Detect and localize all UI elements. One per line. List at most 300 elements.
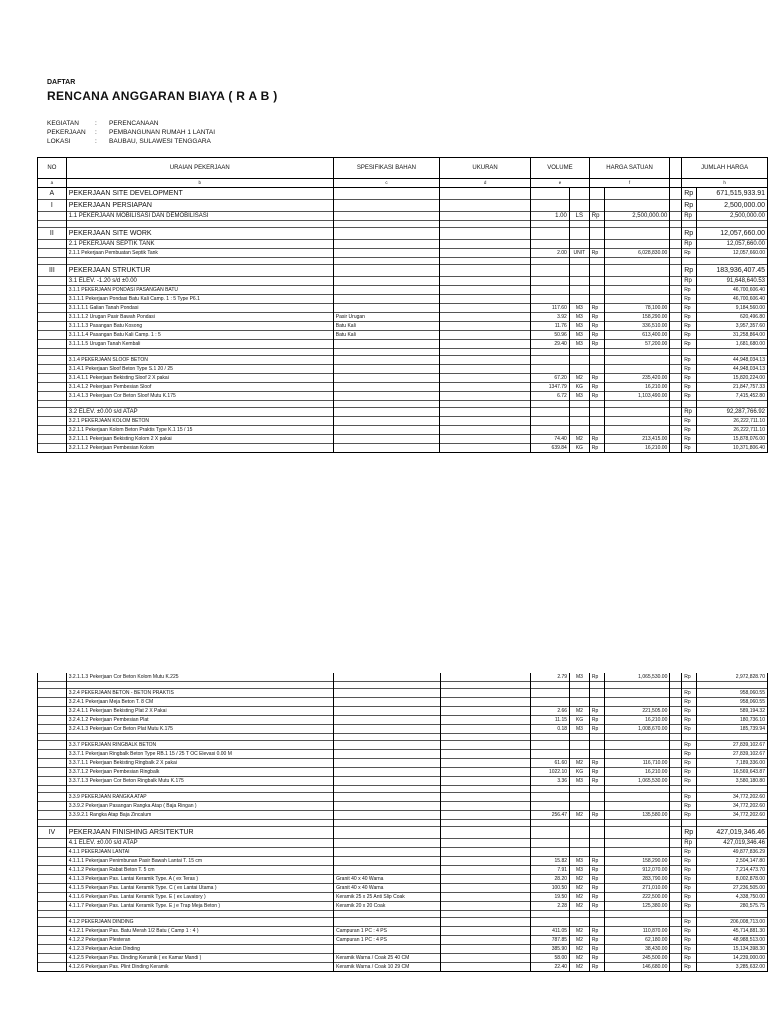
cell-uraian: 4.1.2 PEKERJAAN DINDING — [66, 918, 333, 927]
cell-no — [38, 304, 67, 313]
cell-no — [38, 893, 67, 902]
cell-uraian: 4.1.2.6 Pekerjaan Pas. Plint Dinding Keramik — [66, 963, 333, 972]
cell-ukuran — [440, 392, 531, 401]
cell-spesifikasi — [334, 857, 441, 866]
cell-spesifikasi — [334, 820, 441, 827]
cell-spesifikasi — [333, 286, 439, 295]
cell-no — [38, 240, 67, 249]
cell-volume — [531, 277, 570, 286]
cell-uraian: 4.1.1.3 Pekerjaan Pas. Lantai Keramik Type. A ( ex Teras ) — [66, 875, 333, 884]
cell-gap — [670, 802, 682, 811]
cell-volume — [531, 365, 570, 374]
cell-gap — [670, 741, 682, 750]
cell-harga-satuan — [604, 221, 670, 228]
cell-jumlah-harga — [697, 786, 768, 793]
table-row — [38, 918, 768, 927]
col-header-gap — [670, 158, 682, 179]
cell-gap — [670, 200, 682, 212]
cell-satuan: M3 — [569, 304, 589, 313]
cell-gap — [670, 827, 682, 839]
cell-gap — [670, 392, 682, 401]
cell-satuan — [570, 793, 590, 802]
cell-rp — [589, 349, 604, 356]
cell-satuan: M3 — [569, 331, 589, 340]
cell-uraian: PEKERJAAN PERSIAPAN — [66, 200, 333, 212]
cell-harga-satuan: 221,505.00 — [604, 707, 670, 716]
cell-gap — [670, 313, 682, 322]
cell-satuan: M3 — [569, 392, 589, 401]
cell-jumlah-harga: 958,060.55 — [697, 689, 768, 698]
cell-satuan: KG — [570, 768, 590, 777]
cell-volume: 29.40 — [531, 340, 570, 349]
cell-volume — [531, 786, 570, 793]
cell-rp — [589, 365, 604, 374]
cell-uraian — [66, 682, 333, 689]
cell-harga-satuan — [604, 258, 670, 265]
cell-harga-satuan — [604, 401, 670, 408]
cell-jumlah-harga — [697, 911, 768, 918]
table-row — [38, 228, 768, 240]
cell-uraian — [66, 401, 333, 408]
cell-volume: 3.36 — [531, 777, 570, 786]
cell-harga-satuan: 16,210.00 — [604, 383, 670, 392]
table-row — [38, 839, 768, 848]
cell-rp: Rp — [682, 857, 697, 866]
cell-no — [38, 673, 67, 682]
cell-jumlah-harga: 2,972,828.70 — [697, 673, 768, 682]
cell-spesifikasi — [333, 277, 439, 286]
cell-uraian: 4.1 ELEV. ±0.00 s/d ATAP — [66, 839, 333, 848]
cell-uraian: 3.1.1.1.1 Galian Tanah Pondasi — [66, 304, 333, 313]
cell-spesifikasi: Batu Kali — [333, 322, 439, 331]
cell-ukuran — [440, 811, 531, 820]
cell-gap — [670, 383, 682, 392]
cell-rp — [589, 750, 604, 759]
cell-ukuran — [440, 374, 531, 383]
cell-no — [38, 221, 67, 228]
cell-rp — [682, 401, 697, 408]
cell-jumlah-harga: 48,988,513.00 — [697, 936, 768, 945]
cell-no — [38, 356, 67, 365]
cell-ukuran — [440, 383, 531, 392]
cell-ukuran — [440, 927, 531, 936]
cell-jumlah-harga: 27,839,102.67 — [697, 741, 768, 750]
cell-rp — [589, 286, 604, 295]
cell-rp — [589, 734, 604, 741]
cell-satuan — [569, 356, 589, 365]
cell-gap — [670, 768, 682, 777]
cell-gap — [670, 875, 682, 884]
cell-harga-satuan — [604, 741, 670, 750]
cell-satuan: KG — [569, 383, 589, 392]
cell-spesifikasi — [333, 392, 439, 401]
cell-spesifikasi: Keramik Warna / Coak 10 29 CM — [334, 963, 441, 972]
table-row — [38, 866, 768, 875]
cell-satuan: M2 — [569, 435, 589, 444]
cell-satuan — [570, 698, 590, 707]
cell-spesifikasi — [333, 356, 439, 365]
cell-no — [38, 682, 67, 689]
cell-jumlah-harga: 8,002,878.00 — [697, 875, 768, 884]
cell-spesifikasi — [334, 768, 441, 777]
cell-volume — [531, 417, 570, 426]
cell-rp — [589, 426, 604, 435]
table-row — [38, 768, 768, 777]
cell-spesifikasi — [334, 750, 441, 759]
cell-jumlah-harga — [697, 734, 768, 741]
cell-rp: Rp — [682, 383, 697, 392]
cell-ukuran — [440, 444, 531, 453]
cell-volume — [531, 689, 570, 698]
cell-spesifikasi — [333, 200, 439, 212]
cell-gap — [670, 707, 682, 716]
cell-volume — [531, 228, 570, 240]
cell-uraian: 4.1.1.7 Pekerjaan Pas. Lantai Keramik Type. E j e Trap Meja Beton ) — [66, 902, 333, 911]
cell-gap — [670, 417, 682, 426]
cell-uraian: 4.1.2.1 Pekerjaan Pas. Batu Merah 1/2 Batu ( Camp 1 : 4 ) — [66, 927, 333, 936]
table-row — [38, 340, 768, 349]
cell-no — [38, 725, 67, 734]
cell-uraian — [66, 786, 333, 793]
cell-gap — [670, 221, 682, 228]
cell-rp: Rp — [682, 240, 697, 249]
cell-spesifikasi — [333, 426, 439, 435]
cell-ukuran — [440, 356, 531, 365]
cell-rp: Rp — [682, 893, 697, 902]
cell-volume — [531, 682, 570, 689]
cell-jumlah-harga: 206,008,713.00 — [697, 918, 768, 927]
cell-satuan — [570, 839, 590, 848]
cell-volume: 15.82 — [531, 857, 570, 866]
cell-rp: Rp — [682, 741, 697, 750]
cell-ukuran — [440, 802, 531, 811]
cell-satuan — [570, 848, 590, 857]
cell-ukuran — [440, 945, 531, 954]
cell-gap — [670, 673, 682, 682]
cell-volume — [531, 734, 570, 741]
cell-harga-satuan: 135,580.00 — [604, 811, 670, 820]
cell-spesifikasi — [333, 417, 439, 426]
cell-rp: Rp — [682, 954, 697, 963]
cell-spesifikasi — [334, 741, 441, 750]
cell-harga-satuan: 613,400.00 — [604, 331, 670, 340]
cell-spesifikasi — [333, 304, 439, 313]
cell-rp: Rp — [589, 313, 604, 322]
cell-rp — [589, 820, 604, 827]
cell-ukuran — [440, 827, 531, 839]
cell-volume — [531, 188, 570, 200]
cell-uraian: 3.3.7.1.3 Pekerjaan Cor Beton Ringbalk Mutu K.175 — [66, 777, 333, 786]
cell-no — [38, 435, 67, 444]
cell-gap — [670, 689, 682, 698]
cell-satuan — [569, 408, 589, 417]
cell-no — [38, 786, 67, 793]
spacer-row — [38, 221, 768, 228]
cell-ukuran — [440, 963, 531, 972]
cell-harga-satuan — [604, 820, 670, 827]
cell-uraian: 3.3.9.2 Pekerjaan Pasangan Rangka Atap ( Baja Ringan ) — [66, 802, 333, 811]
cell-no — [38, 258, 67, 265]
cell-ukuran — [440, 228, 531, 240]
table-row — [38, 827, 768, 839]
cell-harga-satuan — [604, 682, 670, 689]
meta-lokasi — [47, 137, 347, 146]
cell-spesifikasi — [333, 383, 439, 392]
cell-rp: Rp — [682, 945, 697, 954]
cell-uraian: 3.1.4.1 Pekerjaan Sloof Beton Type S.1 20 / 25 — [66, 365, 333, 374]
cell-ukuran — [440, 689, 531, 698]
cell-jumlah-harga: 183,936,407.45 — [697, 265, 768, 277]
cell-jumlah-harga: 15,878,076.00 — [697, 435, 768, 444]
meta-key: KEGIATAN — [47, 120, 79, 127]
cell-no — [38, 927, 67, 936]
cell-spesifikasi: Batu Kali — [333, 331, 439, 340]
cell-harga-satuan — [604, 240, 670, 249]
col-header-uraian: URAIAN PEKERJAAN — [66, 158, 333, 179]
cell-rp: Rp — [682, 188, 697, 200]
cell-ukuran — [440, 265, 531, 277]
table-row — [38, 811, 768, 820]
cell-volume — [531, 349, 570, 356]
cell-harga-satuan: 283,790.00 — [604, 875, 670, 884]
spacer-row — [38, 820, 768, 827]
cell-rp: Rp — [589, 902, 604, 911]
cell-no — [38, 918, 67, 927]
cell-volume: 67.20 — [531, 374, 570, 383]
cell-rp — [589, 401, 604, 408]
cell-ukuran — [440, 820, 531, 827]
cell-rp: Rp — [682, 707, 697, 716]
cell-no — [38, 811, 67, 820]
table-row — [38, 963, 768, 972]
cell-satuan — [569, 295, 589, 304]
cell-spesifikasi — [333, 349, 439, 356]
cell-satuan — [569, 426, 589, 435]
cell-ukuran — [440, 741, 531, 750]
table-row — [38, 435, 768, 444]
table-row — [38, 286, 768, 295]
cell-rp: Rp — [589, 673, 604, 682]
cell-rp — [589, 848, 604, 857]
table-row — [38, 884, 768, 893]
cell-rp: Rp — [682, 759, 697, 768]
cell-spesifikasi — [334, 827, 441, 839]
cell-rp: Rp — [589, 374, 604, 383]
cell-ukuran — [440, 365, 531, 374]
cell-volume: 11.76 — [531, 322, 570, 331]
col-letter: f — [589, 179, 670, 188]
table-row — [38, 945, 768, 954]
cell-no — [38, 365, 67, 374]
cell-jumlah-harga: 7,189,336.00 — [697, 759, 768, 768]
cell-rp — [682, 911, 697, 918]
cell-jumlah-harga: 26,222,711.10 — [697, 426, 768, 435]
cell-rp: Rp — [589, 707, 604, 716]
table-row — [38, 426, 768, 435]
cell-no — [38, 349, 67, 356]
cell-satuan — [569, 286, 589, 295]
cell-satuan — [569, 365, 589, 374]
cell-spesifikasi — [334, 918, 441, 927]
cell-gap — [670, 322, 682, 331]
table-row — [38, 954, 768, 963]
cell-rp: Rp — [682, 936, 697, 945]
cell-harga-satuan: 912,070.00 — [604, 866, 670, 875]
cell-jumlah-harga: 620,496.80 — [697, 313, 768, 322]
cell-uraian: 2.1.1 Pekerjaan Pembuatan Septik Tank — [66, 249, 333, 258]
cell-satuan: M2 — [570, 954, 590, 963]
cell-ukuran — [440, 786, 531, 793]
cell-volume: 58.00 — [531, 954, 570, 963]
cell-gap — [670, 277, 682, 286]
cell-volume — [531, 750, 570, 759]
cell-ukuran — [440, 212, 531, 221]
cell-rp: Rp — [682, 435, 697, 444]
cell-harga-satuan: 110,870.00 — [604, 927, 670, 936]
cell-no — [38, 793, 67, 802]
table-row — [38, 793, 768, 802]
cell-uraian: PEKERJAAN SITE DEVELOPMENT — [66, 188, 333, 200]
cell-spesifikasi — [334, 673, 441, 682]
cell-gap — [670, 963, 682, 972]
cell-uraian: 4.1.2.3 Pekerjaan Acian Dinding — [66, 945, 333, 954]
cell-ukuran — [440, 200, 531, 212]
cell-no: III — [38, 265, 67, 277]
cell-rp: Rp — [589, 304, 604, 313]
cell-harga-satuan — [604, 417, 670, 426]
cell-rp: Rp — [589, 249, 604, 258]
cell-harga-satuan: 16,210.00 — [604, 444, 670, 453]
cell-volume: 117.60 — [531, 304, 570, 313]
spacer-row — [38, 349, 768, 356]
cell-uraian: 3.2.1.1.1 Pekerjaan Bekisting Kolom 2 X pakai — [66, 435, 333, 444]
cell-gap — [670, 444, 682, 453]
table-row — [38, 265, 768, 277]
cell-gap — [670, 839, 682, 848]
cell-jumlah-harga: 7,415,452.80 — [697, 392, 768, 401]
cell-rp: Rp — [682, 374, 697, 383]
table-row — [38, 936, 768, 945]
cell-harga-satuan — [604, 286, 670, 295]
cell-spesifikasi — [333, 408, 439, 417]
cell-satuan: M2 — [569, 374, 589, 383]
cell-uraian — [66, 820, 333, 827]
cell-volume: 411.05 — [531, 927, 570, 936]
cell-rp: Rp — [682, 265, 697, 277]
cell-rp: Rp — [682, 827, 697, 839]
cell-spesifikasi — [334, 848, 441, 857]
cell-rp — [589, 295, 604, 304]
cell-satuan — [569, 265, 589, 277]
col-letter: b — [66, 179, 333, 188]
cell-spesifikasi — [334, 716, 441, 725]
cell-rp — [589, 786, 604, 793]
cell-rp: Rp — [682, 698, 697, 707]
cell-volume — [531, 356, 570, 365]
cell-volume — [531, 698, 570, 707]
cell-harga-satuan: 146,680.00 — [604, 963, 670, 972]
cell-gap — [670, 866, 682, 875]
cell-satuan: M2 — [570, 811, 590, 820]
col-letter: h — [682, 179, 768, 188]
cell-no — [38, 759, 67, 768]
cell-ukuran — [440, 884, 531, 893]
cell-no — [38, 444, 67, 453]
cell-spesifikasi — [334, 689, 441, 698]
cell-satuan: M2 — [570, 927, 590, 936]
cell-harga-satuan: 1,065,530.00 — [604, 673, 670, 682]
cell-jumlah-harga: 10,371,806.40 — [697, 444, 768, 453]
cell-ukuran — [440, 408, 531, 417]
cell-spesifikasi — [334, 698, 441, 707]
cell-satuan: M3 — [569, 322, 589, 331]
cell-satuan: M2 — [570, 945, 590, 954]
cell-no — [38, 848, 67, 857]
cell-gap — [670, 286, 682, 295]
cell-volume — [531, 200, 570, 212]
meta-colon: : — [95, 120, 97, 127]
cell-uraian: 3.2.4.1.1 Pekerjaan Bekisting Plat 2 X Pakai — [66, 707, 333, 716]
cell-ukuran — [440, 188, 531, 200]
cell-jumlah-harga: 34,772,202.60 — [697, 793, 768, 802]
table-row — [38, 295, 768, 304]
cell-uraian: 4.1.1.2 Pekerjaan Rabat Beton T. 5 cm — [66, 866, 333, 875]
cell-no — [38, 945, 67, 954]
meta-kegiatan — [47, 119, 347, 128]
cell-jumlah-harga: 4,338,750.00 — [697, 893, 768, 902]
cell-uraian: 2.1 PEKERJAAN SEPTIK TANK — [66, 240, 333, 249]
rab-table-page-1 — [37, 157, 768, 453]
table-row — [38, 777, 768, 786]
cell-jumlah-harga: 27,236,505.00 — [697, 884, 768, 893]
cell-rp: Rp — [589, 866, 604, 875]
cell-harga-satuan — [604, 277, 670, 286]
cell-rp: Rp — [589, 963, 604, 972]
cell-jumlah-harga: 9,184,560.00 — [697, 304, 768, 313]
cell-no — [38, 331, 67, 340]
cell-volume: 100.50 — [531, 884, 570, 893]
cell-jumlah-harga: 427,019,346.46 — [697, 827, 768, 839]
cell-ukuran — [440, 295, 531, 304]
cell-no — [38, 295, 67, 304]
cell-ukuran — [440, 857, 531, 866]
cell-uraian: 3.2.1 PEKERJAAN KOLOM BETON — [66, 417, 333, 426]
cell-ukuran — [440, 435, 531, 444]
cell-spesifikasi — [334, 786, 441, 793]
cell-harga-satuan — [604, 698, 670, 707]
cell-satuan — [570, 750, 590, 759]
cell-gap — [670, 304, 682, 313]
cell-harga-satuan — [604, 408, 670, 417]
cell-rp — [589, 277, 604, 286]
cell-satuan — [570, 682, 590, 689]
cell-jumlah-harga: 280,575.75 — [697, 902, 768, 911]
cell-rp: Rp — [682, 689, 697, 698]
cell-rp — [589, 698, 604, 707]
cell-no — [38, 802, 67, 811]
cell-gap — [670, 682, 682, 689]
cell-spesifikasi — [333, 212, 439, 221]
cell-harga-satuan — [604, 689, 670, 698]
cell-ukuran — [440, 682, 531, 689]
cell-volume: 7.91 — [531, 866, 570, 875]
table-row — [38, 331, 768, 340]
column-letter-row — [38, 179, 768, 188]
cell-spesifikasi — [333, 365, 439, 374]
cell-volume: 1.00 — [531, 212, 570, 221]
cell-satuan — [569, 221, 589, 228]
cell-satuan: UNIT — [569, 249, 589, 258]
